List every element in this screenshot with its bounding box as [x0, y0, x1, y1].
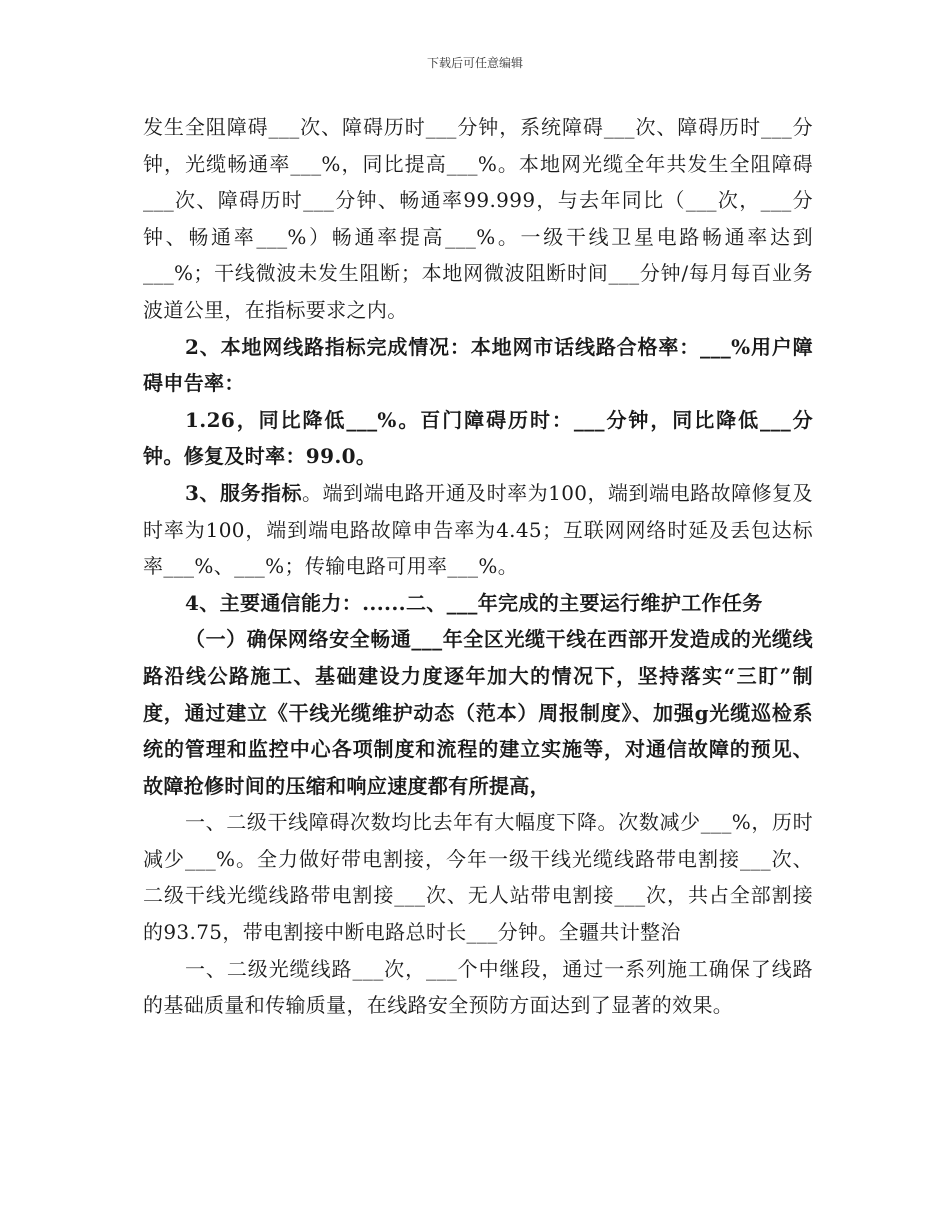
paragraph-2: 2、本地网线路指标完成情况：本地网市话线路合格率：___%用户障碍申告率： [143, 334, 813, 396]
paragraph-4-text: 。端到端电路开通及时率为100，端到端电路故障修复及时率为100，端到端电路故障申告率为4.45；互联网网络时延及丢包达标率___%、___%；传输电路可用率___%。 [143, 480, 813, 579]
paragraph-7: 一、二级干线障碍次数均比去年有大幅度下降。次数减少___%，历时减少___%。全力做好带电割接，今年一级干线光缆线路带电割接___次、二级干线光缆线路带电割接___次、无人站带电割接___次，共占全部割接的93.75，带电割接中断电路总时长___分钟。全疆共计整治 [143, 810, 813, 945]
paragraph-6: （一）确保网络安全畅通___年全区光缆干线在西部开发造成的光缆线路沿线公路施工、基础建设力度逐年加大的情况下，坚持落实“三盯”制度，通过建立《干线光缆维护动态（范本）周报制度》、加强g光缆巡检系统的管理和监控中心各项制度和流程的建立实施等，对通信故障的预见、故障抢修时间的压缩和响应速度都有所提高， [143, 627, 813, 798]
paragraph-8: 一、二级光缆线路___次，___个中继段，通过一系列施工确保了线路的基础质量和传输质量，在线路安全预防方面达到了显著的效果。 [143, 956, 813, 1018]
paragraph-3: 1.26，同比降低___%。百门障碍历时：___分钟，同比降低___分钟。修复及时率：99.0。 [143, 407, 813, 469]
paragraph-1: 发生全阻障碍___次、障碍历时___分钟，系统障碍___次、障碍历时___分钟，光缆畅通率___%，同比提高___%。本地网光缆全年共发生全阻障碍___次、障碍历时___分钟、畅通率99.999，与去年同比（___次，___分钟、畅通率___%）畅通率提高___%。一级干线卫星电路畅通率达到___%；干线微波未发生阻断；本地网微波阻断时间___分钟/每月每百业务波道公里，在指标要求之内。 [143, 115, 813, 322]
page-header: 下载后可任意编辑 [426, 56, 523, 70]
document-body [143, 109, 813, 1024]
paragraph-4-lead: 3、服务指标 [185, 480, 302, 505]
paragraph-4 [143, 475, 813, 585]
paragraph-5: 4、主要通信能力：......二、___年完成的主要运行维护工作任务 [185, 590, 763, 615]
